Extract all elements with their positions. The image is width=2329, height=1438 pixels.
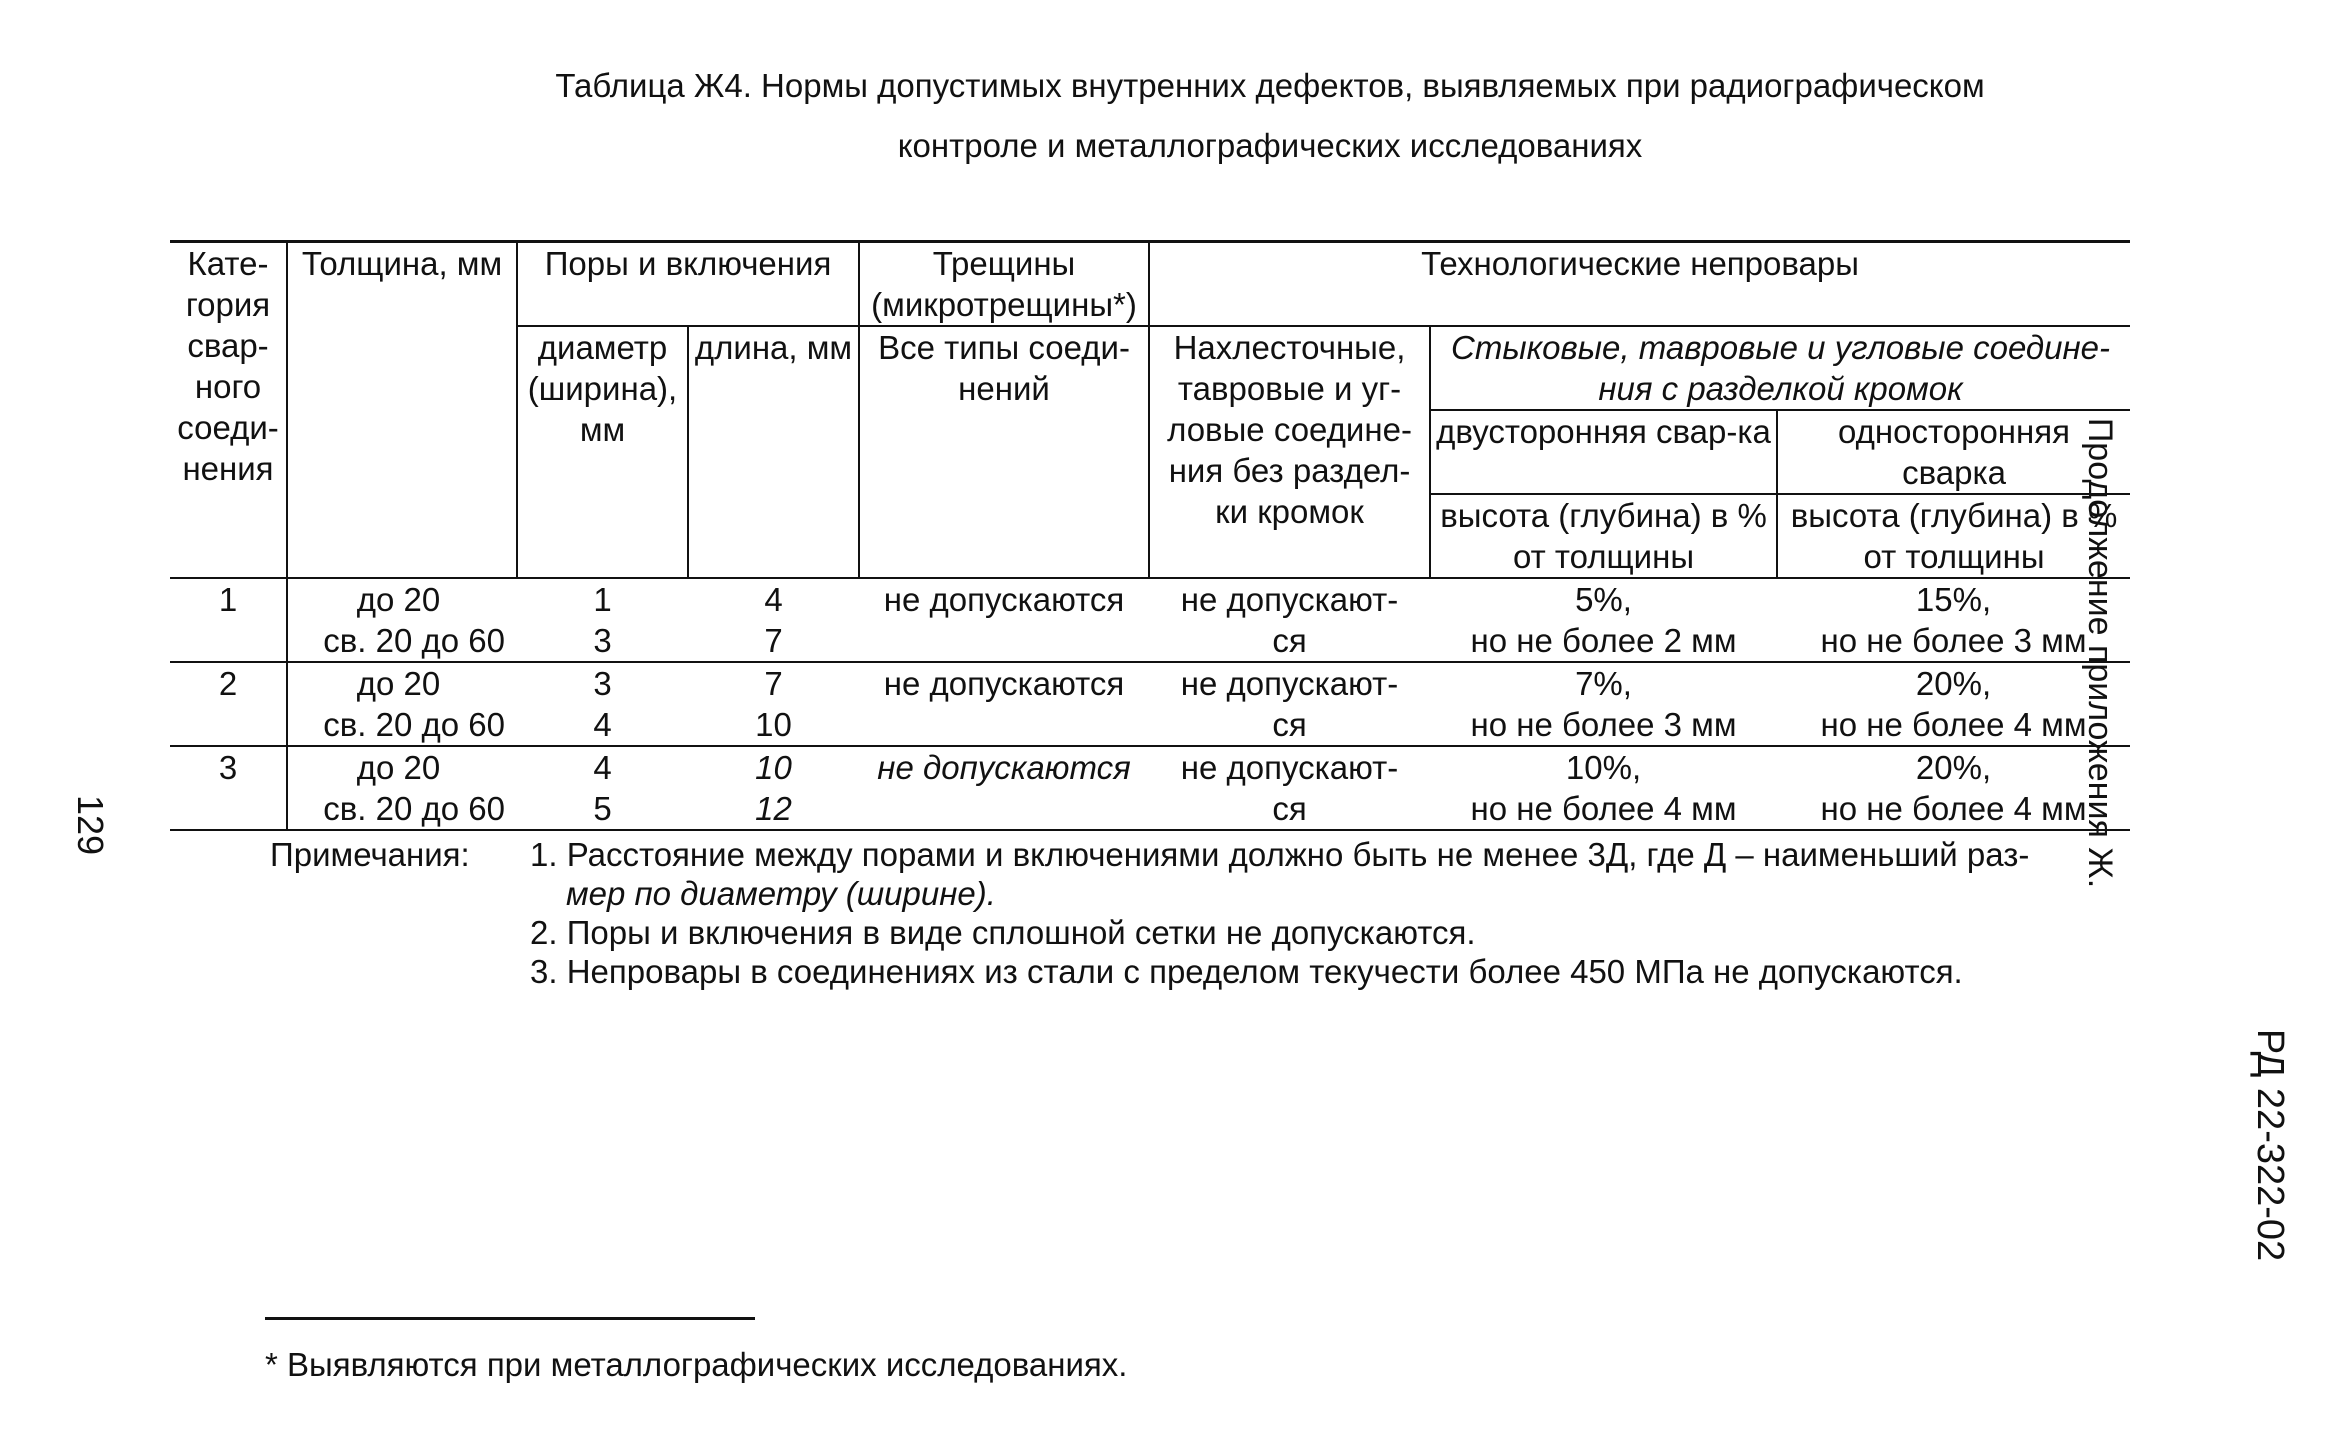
cell-category: 2 [218, 665, 238, 702]
cell-lap: не допускают- ся [1180, 581, 1399, 659]
cell-double: 7%, но не более 3 мм [1470, 665, 1737, 743]
cell-length: 10 12 [755, 749, 792, 827]
header-lap-joints: Нахлесточные, тавровые и уг-ловые соедине-ния без раздел-ки кромок [1149, 326, 1430, 578]
note-1-continuation: мер по диаметру (ширине). [566, 875, 996, 912]
header-double-height: высота (глубина) в % от толщины [1430, 494, 1777, 578]
cell-thickness: до 20 св. 20 до 60 [287, 746, 517, 830]
header-single-height: высота (глубина) в % от толщины [1777, 494, 2130, 578]
cell-cracks: не допускаются [877, 749, 1131, 786]
header-pore-length: длина, мм [688, 326, 859, 578]
header-double-sided: двусторонняя свар-ка [1430, 410, 1777, 494]
header-category: Кате-гория свар-ного соеди-нения [170, 242, 287, 579]
note-1: 1. Расстояние между порами и включениями должно быть не менее 3Д, где Д – наименьший раз- [530, 836, 2030, 873]
cell-diameter: 1 3 [593, 581, 612, 659]
header-butt-joints: Стыковые, тавровые и угловые соедине-ния с разделкой кромок [1430, 326, 2130, 410]
cell-diameter: 4 5 [593, 749, 612, 827]
cell-category: 1 [218, 581, 238, 618]
cell-single: 15%, но не более 3 мм [1820, 581, 2087, 659]
note-2: 2. Поры и включения в виде сплошной сетки не допускаются. [530, 914, 1476, 951]
document-reference: РД 22-322-02 [2249, 1028, 2291, 1262]
cell-thickness: до 20 св. 20 до 60 [287, 578, 517, 662]
side-caption: Продолжение приложения Ж. [2081, 417, 2119, 889]
cell-cracks: не допускаются [883, 581, 1125, 618]
table-row [170, 662, 2130, 746]
header-pore-diameter: диаметр (ширина), мм [517, 326, 688, 578]
header-single-sided: односторонняя сварка [1777, 410, 2130, 494]
notes [270, 835, 2140, 991]
cell-thickness: до 20 св. 20 до 60 [287, 662, 517, 746]
table-row [170, 578, 2130, 662]
cell-double: 10%, но не более 4 мм [1470, 749, 1737, 827]
cell-diameter: 3 4 [593, 665, 612, 743]
note-3: 3. Непровары в соединениях из стали с пределом текучести более 450 МПа не допускаются. [530, 953, 1963, 990]
cell-lap: не допускают- ся [1180, 749, 1399, 827]
defect-norms-table [170, 240, 2130, 831]
cell-single: 20%, но не более 4 мм [1820, 749, 2087, 827]
header-pores: Поры и включения [517, 242, 859, 327]
table-row [170, 746, 2130, 830]
header-cracks: Трещины (микротрещины*) [859, 242, 1149, 327]
page-number: 129 [70, 794, 111, 856]
cell-lap: не допускают- ся [1180, 665, 1399, 743]
table-title [500, 56, 2040, 176]
cell-length: 4 7 [764, 581, 783, 659]
cell-length: 7 10 [755, 665, 792, 743]
header-lack-of-fusion: Технологические непровары [1149, 242, 2130, 327]
title-line-1: Таблица Ж4. Нормы допустимых внутренних дефектов, выявляемых при радиографическом [555, 67, 1985, 104]
footnote: * Выявляются при металлографических исследованиях. [265, 1346, 1128, 1383]
cell-cracks: не допускаются [883, 665, 1125, 702]
header-cracks-all-types: Все типы соеди-нений [859, 326, 1149, 578]
header-thickness: Толщина, мм [287, 242, 517, 579]
footnote-rule [265, 1317, 755, 1320]
cell-single: 20%, но не более 4 мм [1820, 665, 2087, 743]
title-line-2: контроле и металлографических исследованиях [897, 127, 1643, 164]
cell-category: 3 [218, 749, 238, 786]
notes-label: Примечания: [270, 836, 470, 873]
cell-double: 5%, но не более 2 мм [1470, 581, 1737, 659]
